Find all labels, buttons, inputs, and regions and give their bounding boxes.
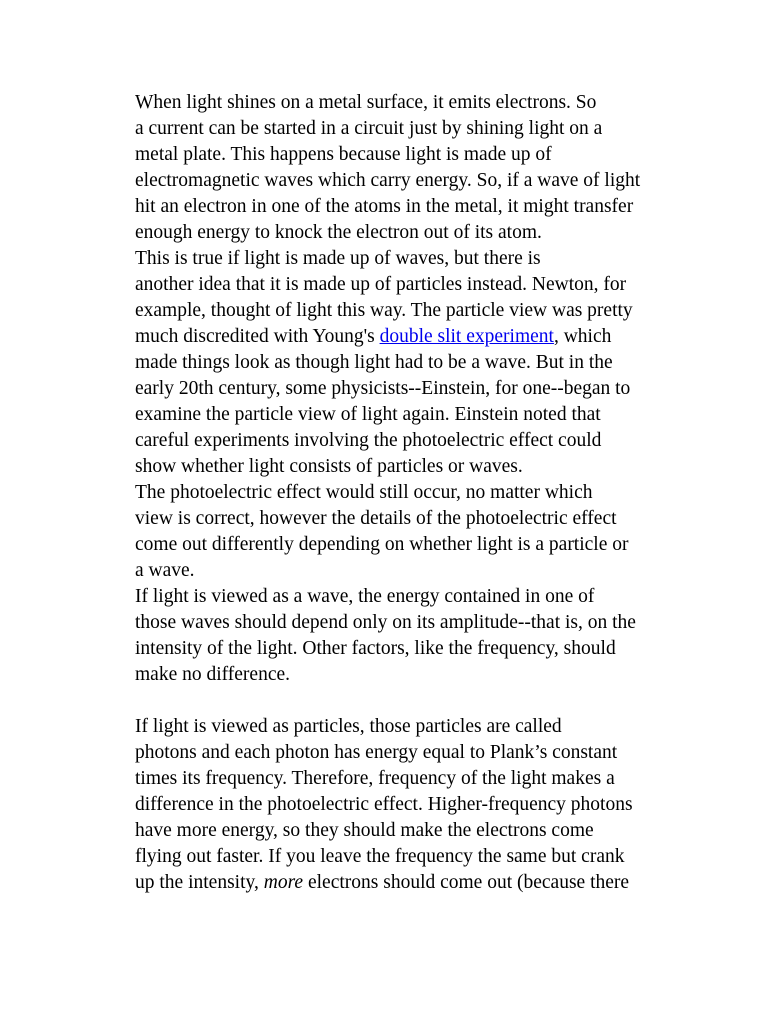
paragraph-5	[90, 714, 690, 896]
text-segment: electrons should come out (because there	[303, 872, 630, 893]
paragraph-line: If light is viewed as a wave, the energy contained in one of	[135, 586, 595, 607]
paragraph-line: photons and each photon has energy equal to Plank’s constant	[135, 742, 618, 763]
paragraph-line: difference in the photoelectric effect. Higher-frequency photons	[135, 794, 633, 815]
paragraph-line: hit an electron in one of the atoms in the metal, it might transfer	[135, 196, 634, 217]
double-slit-experiment-link[interactable]: double slit experiment	[379, 326, 554, 347]
paragraph-line: early 20th century, some physicists--Einstein, for one--began to	[135, 378, 631, 399]
paragraph-line: examine the particle view of light again. Einstein noted that	[135, 404, 601, 425]
text-segment: , which	[553, 326, 612, 347]
paragraph-line: times its frequency. Therefore, frequency of the light makes a	[135, 768, 615, 789]
paragraph-line: flying out faster. If you leave the frequency the same but crank	[135, 846, 625, 867]
paragraph-line: electromagnetic waves which carry energy. So, if a wave of light	[135, 170, 641, 191]
paragraph-line: example, thought of light this way. The particle view was pretty	[135, 300, 633, 321]
paragraph-4	[90, 584, 690, 688]
paragraph-3	[90, 480, 690, 584]
paragraph-line: metal plate. This happens because light is made up of	[135, 144, 552, 165]
paragraph-line: If light is viewed as particles, those particles are called	[135, 716, 562, 737]
emphasized-word: more	[263, 872, 304, 893]
paragraph-line: make no difference.	[135, 664, 291, 685]
paragraph-line: those waves should depend only on its amplitude--that is, on the	[135, 612, 636, 633]
document-page	[90, 90, 690, 896]
paragraph-line: a wave.	[135, 560, 195, 581]
paragraph-1	[90, 90, 690, 246]
paragraph-line: another idea that it is made up of particles instead. Newton, for	[135, 274, 627, 295]
paragraph-line: a current can be started in a circuit just by shining light on a	[135, 118, 603, 139]
paragraph-line: This is true if light is made up of waves, but there is	[135, 248, 541, 269]
paragraph-line	[90, 870, 690, 896]
paragraph-line: When light shines on a metal surface, it emits electrons. So	[135, 92, 597, 113]
paragraph-line: intensity of the light. Other factors, like the frequency, should	[135, 638, 616, 659]
paragraph-line: have more energy, so they should make the electrons come	[135, 820, 594, 841]
paragraph-line: The photoelectric effect would still occur, no matter which	[135, 482, 593, 503]
paragraph-line	[90, 324, 690, 350]
paragraph-line: enough energy to knock the electron out of its atom.	[135, 222, 542, 243]
text-segment: up the intensity,	[135, 872, 264, 893]
text-segment: much discredited with Young's	[135, 326, 380, 347]
paragraph-line: view is correct, however the details of the photoelectric effect	[135, 508, 617, 529]
paragraph-line: show whether light consists of particles or waves.	[135, 456, 523, 477]
paragraph-line: made things look as though light had to be a wave. But in the	[135, 352, 613, 373]
paragraph-line: come out differently depending on whether light is a particle or	[135, 534, 629, 555]
paragraph-2	[90, 246, 690, 480]
paragraph-line: careful experiments involving the photoelectric effect could	[135, 430, 602, 451]
